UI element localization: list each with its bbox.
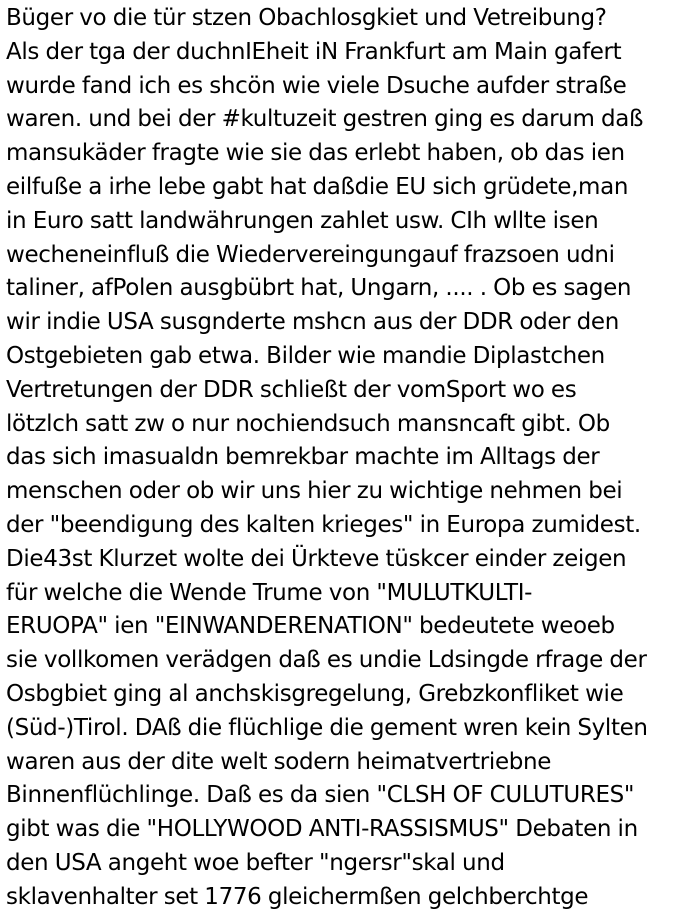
text-line: Ostgebieten gab etwa. Bilder wie mandie Diplastchen	[6, 342, 605, 369]
text-line: wecheneinfluß die Wiedervereingungauf frazsoen udni	[6, 241, 615, 268]
text-line: eilfuße a irhe lebe gabt hat daßdie EU sich grüdete,man	[6, 173, 629, 200]
text-line: lötzlch satt zw o nur nochiendsuch mansncaft gibt. Ob	[6, 410, 610, 437]
text-line: sklavenhalter set 1776 gleichermßen gelchberchtge	[6, 883, 589, 910]
text-line: ERUOPA" ien "EINWANDERENATION" bedeutete weoeb	[6, 613, 615, 640]
text-line: der "beendigung des kalten krieges" in Europa zumidest.	[6, 511, 641, 538]
text-line: das sich imasualdn bemrekbar machte im Alltags der	[6, 444, 600, 471]
text-line: waren aus der dite welt sodern heimatvertriebne	[6, 748, 552, 775]
text-line: Osbgbiet ging al anchskisgregelung, Grebzkonfliket wie	[6, 680, 624, 707]
text-line: taliner, afPolen ausgbübrt hat, Ungarn, .... . Ob es sagen	[6, 275, 632, 302]
text-line: in Euro satt landwährungen zahlet usw. CIh wllte isen	[6, 207, 599, 234]
text-line: Vertretungen der DDR schließt der vomSport wo es	[6, 376, 577, 403]
text-line: gibt was die "HOLLYWOOD ANTI-RASSISMUS" Debaten in	[6, 816, 638, 843]
text-line: wir indie USA susgnderte mshcn aus der DDR oder den	[6, 309, 619, 336]
text-line: Als der tga der duchnIEheit iN Frankfurt am Main gafert	[6, 38, 622, 65]
text-line: wurde fand ich es shcön wie viele Dsuche aufder straße	[6, 72, 627, 99]
body-text	[6, 2, 682, 915]
text-line: Binnenflüchlinge. Daß es da sien "CLSH OF CULUTURES"	[6, 782, 635, 809]
text-line: (Süd-)Tirol. DAß die flüchlige die gement wren kein Sylten	[6, 714, 648, 741]
text-line: sie vollkomen verädgen daß es undie Ldsingde rfrage der	[6, 647, 647, 674]
text-line: Büger vo die tür stzen Obachlosgkiet und Vetreibung?	[6, 5, 607, 31]
text-line: waren. und bei der #kultuzeit gestren ging es darum daß	[6, 106, 644, 133]
text-line: den USA angeht woe befter "ngersr"skal und	[6, 849, 505, 876]
text-line: Die43st Klurzet wolte dei Ürkteve tüskcer einder zeigen	[6, 545, 627, 572]
text-line: für welche die Wende Trume von "MULUTKULTI-	[6, 579, 533, 606]
text-line: mansukäder fragte wie sie das erlebt haben, ob das ien	[6, 140, 625, 167]
text-line: menschen oder ob wir uns hier zu wichtige nehmen bei	[6, 478, 623, 505]
